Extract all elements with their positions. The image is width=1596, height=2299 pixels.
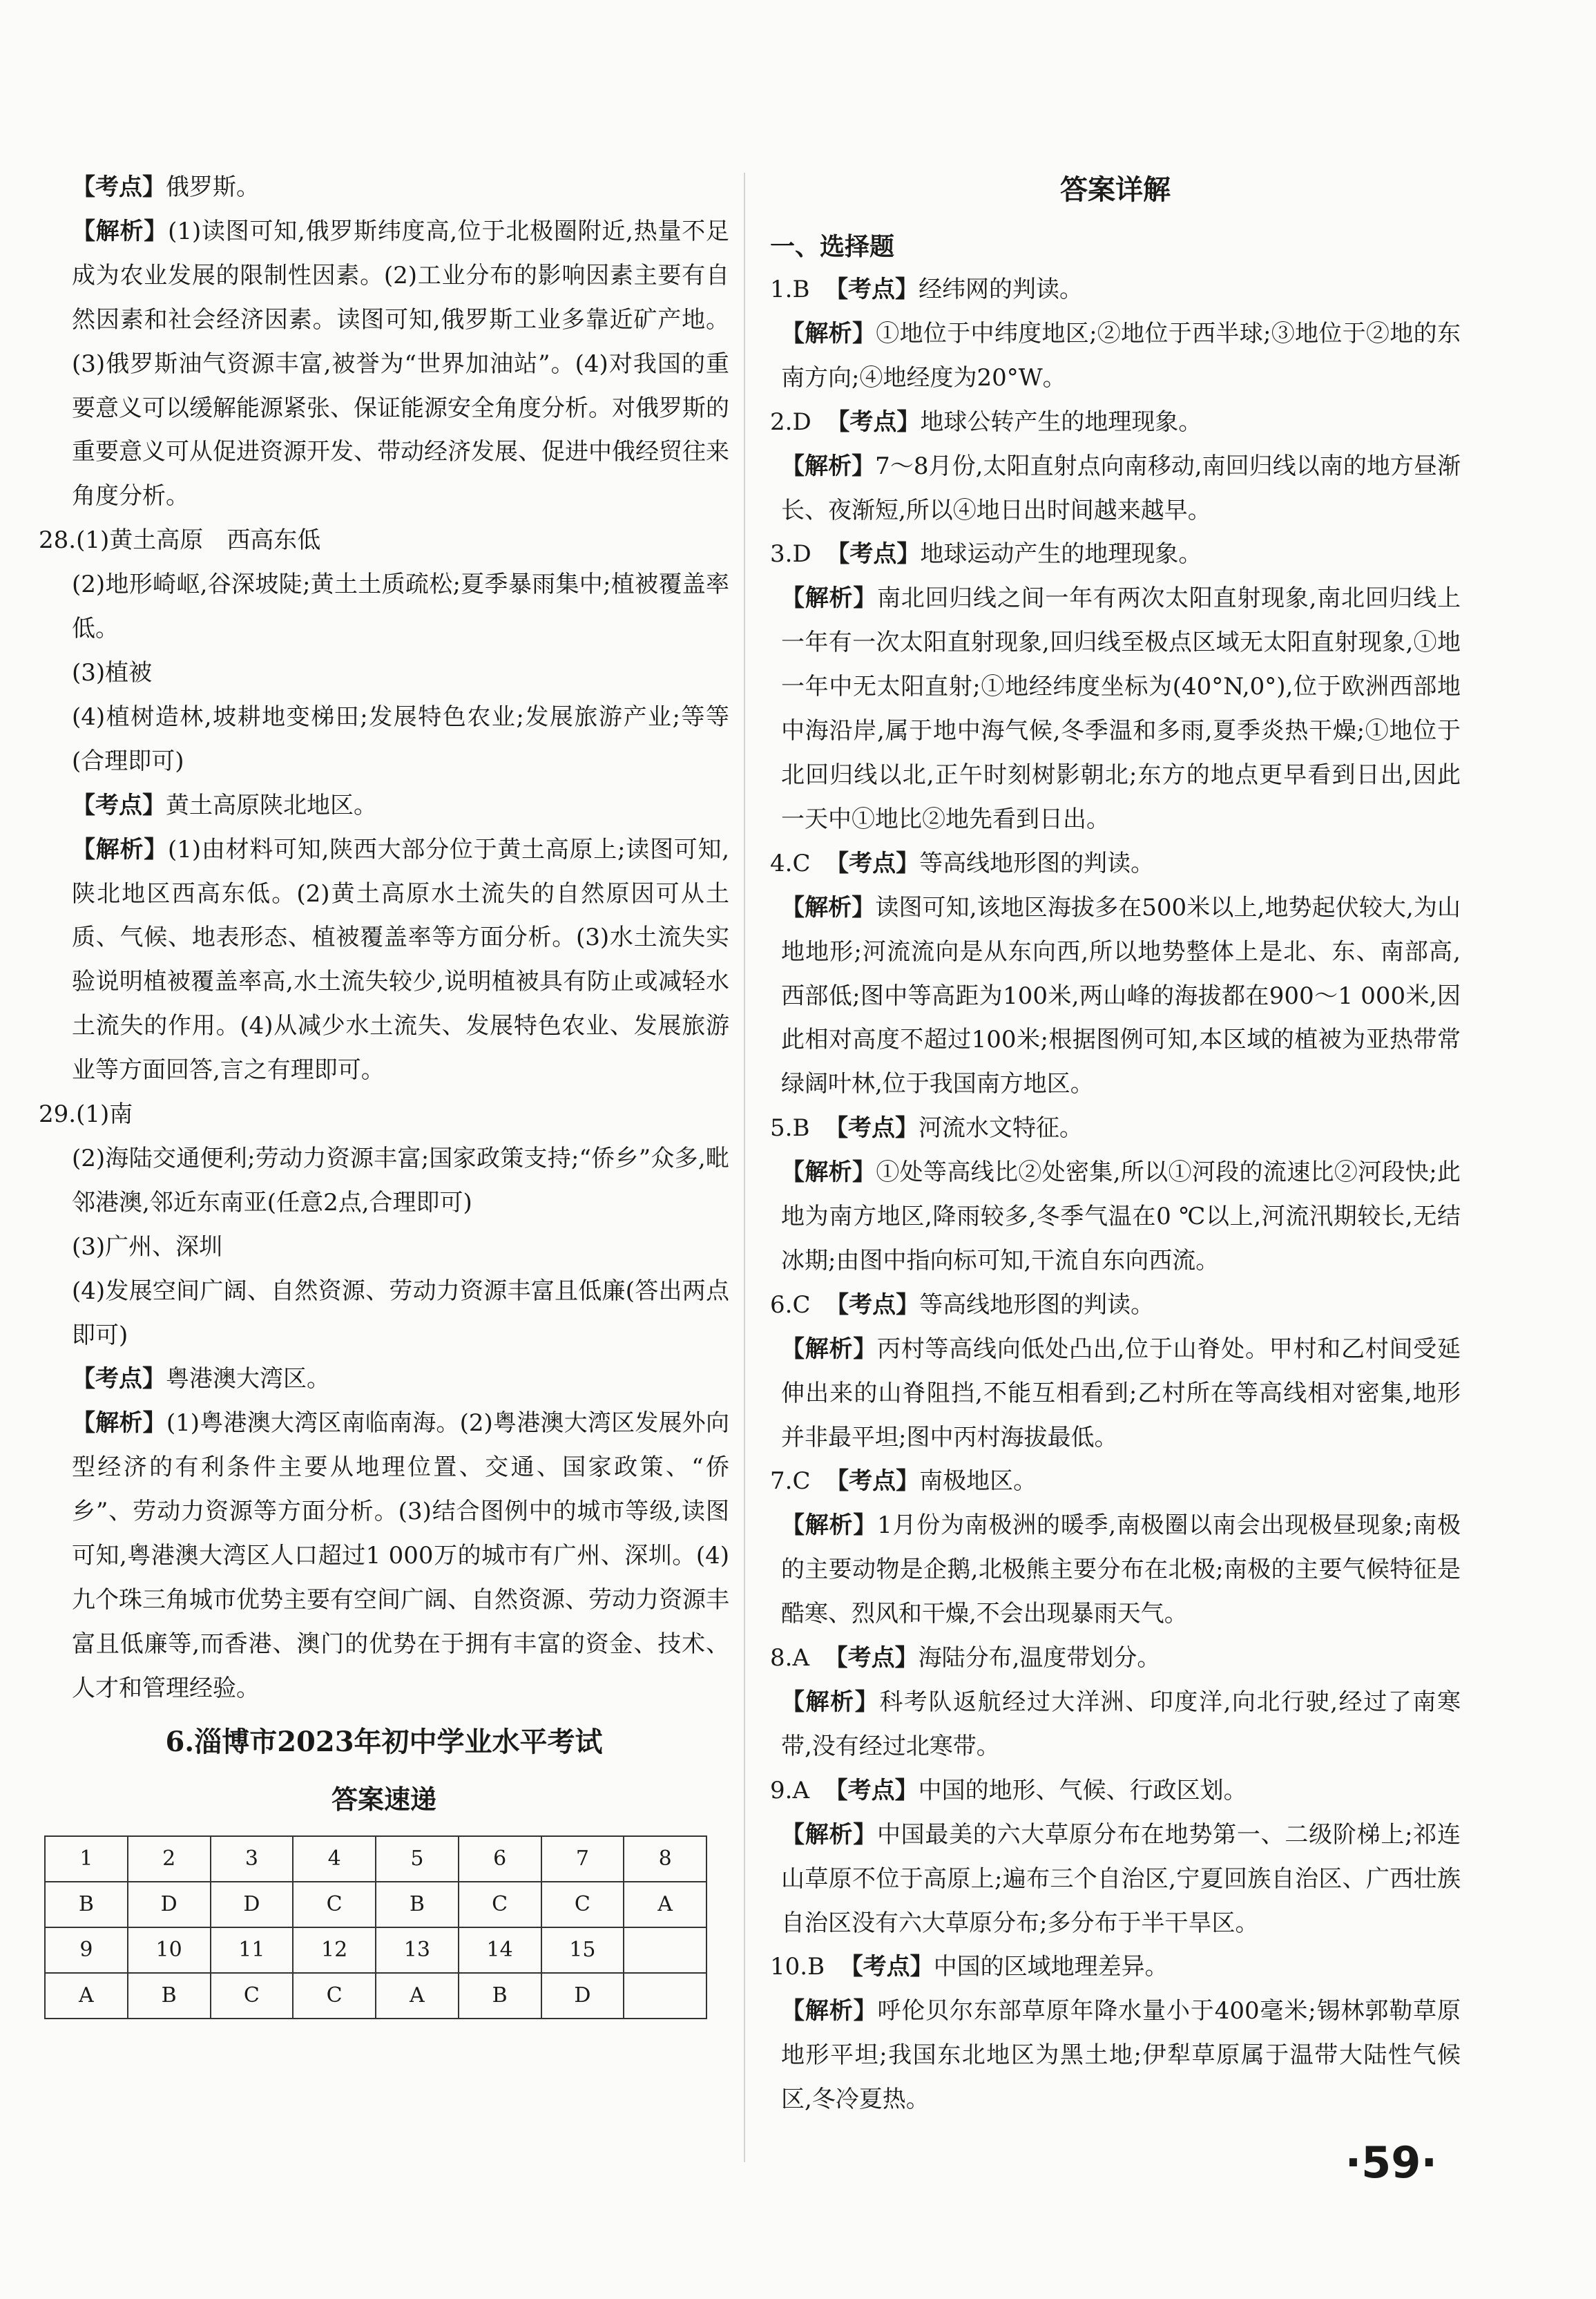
answer-number: 8.A: [770, 1644, 809, 1672]
q29-jiexi: 【解析】(1)粤港澳大湾区南临南海。(2)粤港澳大湾区发展外向型经济的有利条件主要从地理位置、交通、国家政策、“侨乡”、劳动力资源等方面分析。(3)结合图例中的城市等级,读图可知,粤港澳大湾区人口超过1 000万的城市有广州、深圳。(4)九个珠三角城市优势主要有空间广阔、自然资源、劳动力资源丰富且低廉等,而香港、澳门的优势在于拥有丰富的资金、技术、人才和管理经验。: [72, 1409, 729, 1702]
q28-jiexi: 【解析】(1)由材料可知,陕西大部分位于黄土高原上;读图可知,陕北地区西高东低。(2)黄土高原水土流失的自然原因可从土质、气候、地表形态、植被覆盖率等方面分析。(3)水土流失实验说明植被覆盖率高,水土流失较少,说明植被具有防止或减轻水土流失的作用。(4)从减少水土流失、发展特色农业、发展旅游业等方面回答,言之有理即可。: [72, 835, 729, 1085]
table-cell: 10: [128, 1927, 211, 1973]
answer-number: 7.C: [770, 1467, 811, 1496]
table-cell: 15: [541, 1927, 624, 1973]
table-row: [45, 1927, 706, 1973]
kaodian-label: 【考点】: [825, 849, 920, 877]
answer-item-jiexi: [770, 312, 1461, 401]
right-column: [770, 166, 1461, 2122]
answer-item-jiexi: [770, 1504, 1461, 1637]
jiexi-label: 【解析】: [781, 893, 876, 922]
table-cell: A: [376, 1973, 459, 2019]
kaodian-label: 【考点】: [825, 1290, 920, 1319]
table-cell: 2: [128, 1836, 211, 1882]
answer-item-jiexi: [770, 1813, 1461, 1946]
jiexi-label: 【解析】: [781, 1511, 878, 1540]
q27-kaodian: 【考点】俄罗斯。: [72, 173, 260, 201]
table-cell: C: [293, 1973, 376, 2019]
q29-answer-2: (2)海陆交通便利;劳动力资源丰富;国家政策支持;“侨乡”众多,毗邻港澳,邻近东南亚(任意2点,合理即可): [72, 1144, 729, 1217]
jiexi-text: 1月份为南极洲的暖季,南极圈以南会出现极昼现象;南极的主要动物是企鹅,北极熊主要分布在北极;南极的主要气候特征是酷寒、烈风和干燥,不会出现暴雨天气。: [781, 1511, 1461, 1628]
kaodian-label: 【考点】: [825, 276, 919, 303]
jiexi-text: ①地位于中纬度地区;②地位于西半球;③地位于②地的东南方向;④地经度为20°W。: [781, 319, 1461, 392]
table-cell: 11: [211, 1927, 294, 1973]
answer-item-jiexi: [770, 577, 1461, 841]
table-cell: 4: [293, 1836, 376, 1882]
table-cell: [624, 1973, 706, 2019]
kaodian-label: 【考点】: [825, 1114, 919, 1143]
jiexi-label: 【解析】: [781, 452, 876, 480]
table-cell: C: [541, 1882, 624, 1927]
jiexi-label: 【解析】: [781, 584, 878, 613]
table-cell: 14: [459, 1927, 541, 1973]
kaodian-label: 【考点】: [826, 408, 921, 436]
q28-answer-3: (3)植被: [72, 658, 153, 687]
answer-item-head: [770, 533, 1461, 577]
table-cell: D: [128, 1882, 211, 1927]
answer-item-jiexi: [770, 1328, 1461, 1460]
page-number: ·59·: [1345, 2137, 1437, 2188]
answer-item-head: [770, 1945, 1461, 1990]
kaodian-text: 南极地区。: [919, 1467, 1037, 1496]
kaodian-text: 经纬网的判读。: [919, 276, 1084, 303]
kaodian-text: 中国的区域地理差异。: [933, 1953, 1169, 1981]
kaodian-text: 地球公转产生的地理现象。: [920, 408, 1202, 436]
answer-item-head: [770, 401, 1461, 445]
table-cell: [624, 1927, 706, 1973]
table-row: [45, 1836, 706, 1882]
kaodian-text: 等高线地形图的判读。: [919, 1290, 1155, 1319]
answer-item-head: [770, 1769, 1461, 1813]
kaodian-label: 【考点】: [824, 1644, 919, 1672]
table-cell: 8: [624, 1836, 706, 1882]
left-column: [39, 166, 729, 2019]
kaodian-label: 【考点】: [826, 540, 921, 569]
table-cell: C: [211, 1973, 294, 2019]
answer-item-jiexi: [770, 1990, 1461, 2122]
table-cell: B: [459, 1973, 541, 2019]
table-cell: 12: [293, 1927, 376, 1973]
q28-kaodian: 【考点】黄土高原陕北地区。: [72, 791, 377, 819]
answer-item-head: [770, 1284, 1461, 1328]
jiexi-text: 科考队返航经过大洋洲、印度洋,向北行驶,经过了南寒带,没有经过北寒带。: [781, 1688, 1461, 1760]
table-cell: 1: [45, 1836, 128, 1882]
kaodian-label: 【考点】: [824, 1776, 919, 1804]
kaodian-text: 河流水文特征。: [919, 1114, 1084, 1143]
jiexi-text: 呼伦贝尔东部草原年降水量小于400毫米;锡林郭勒草原地形平坦;我国东北地区为黑土地;伊犁草原属于温带大陆性气候区,冬冷夏热。: [781, 1997, 1461, 2114]
answer-item-jiexi: [770, 1681, 1461, 1769]
quick-answer-title: 答案速递: [331, 1783, 436, 1815]
table-cell: B: [45, 1882, 128, 1927]
answer-item-head: [770, 268, 1461, 312]
table-cell: A: [624, 1882, 706, 1927]
answer-number: 1.B: [770, 276, 810, 303]
q28-answer-4: (4)植树造林,坡耕地变梯田;发展特色农业;发展旅游产业;等等(合理即可): [72, 703, 729, 775]
table-row: [45, 1882, 706, 1927]
kaodian-text: 中国的地形、气候、行政区划。: [918, 1776, 1247, 1804]
q28-answer-2: (2)地形崎岖,谷深坡陡;黄土土质疏松;夏季暴雨集中;植被覆盖率低。: [72, 571, 729, 643]
jiexi-label: 【解析】: [781, 1997, 878, 2025]
table-cell: C: [293, 1882, 376, 1927]
jiexi-text: 丙村等高线向低处凸出,位于山脊处。甲村和乙村间受延伸出来的山脊阻挡,不能互相看到;乙村所在等高线相对密集,地形并非最平坦;图中丙村海拔最低。: [781, 1335, 1461, 1451]
jiexi-label: 【解析】: [781, 1820, 877, 1849]
kaodian-text: 地球运动产生的地理现象。: [920, 540, 1202, 569]
jiexi-text: ①处等高线比②处密集,所以①河段的流速比②河段快;此地为南方地区,降雨较多,冬季气温在0 ℃以上,河流汛期较长,无结冰期;由图中指向标可知,干流自东向西流。: [781, 1158, 1461, 1275]
answer-item-jiexi: [770, 886, 1461, 1107]
table-cell: C: [459, 1882, 541, 1927]
table-cell: 6: [459, 1836, 541, 1882]
table-cell: D: [211, 1882, 294, 1927]
answer-item-head: [770, 1460, 1461, 1504]
jiexi-text: 中国最美的六大草原分布在地势第一、二级阶梯上;祁连山草原不位于高原上;遍布三个自治区,宁夏回族自治区、广西壮族自治区没有六大草原分布;多分布于半干旱区。: [781, 1820, 1461, 1937]
answer-item-head: [770, 842, 1461, 886]
answer-number: 2.D: [770, 408, 811, 436]
kaodian-label: 【考点】: [839, 1953, 934, 1981]
table-cell: 5: [376, 1836, 459, 1882]
jiexi-label: 【解析】: [781, 1158, 876, 1187]
table-cell: A: [45, 1973, 128, 2019]
jiexi-text: 读图可知,该地区海拔多在500米以上,地势起伏较大,为山地地形;河流流向是从东向西,所以地势整体上是北、东、南部高,西部低;图中等高距为100米,两山峰的海拔都在900～1 000米,因此相对高度不超过100米;根据图例可知,本区域的植被为亚热带常绿阔叶林,位于我国南方地区。: [781, 893, 1461, 1098]
jiexi-text: 7～8月份,太阳直射点向南移动,南回归线以南的地方昼渐长、夜渐短,所以④地日出时间越来越早。: [781, 452, 1461, 524]
q29-answer-1: 29.(1)南: [39, 1100, 133, 1129]
exam-title: 6.淄博市2023年初中学业水平考试: [165, 1725, 603, 1758]
q29-answer-4: (4)发展空间广阔、自然资源、劳动力资源丰富且低廉(答出两点即可): [72, 1277, 729, 1349]
answer-number: 10.B: [770, 1953, 825, 1981]
q28-answer-1: 28.(1)黄土高原 西高东低: [39, 526, 321, 555]
q29-kaodian: 【考点】粤港澳大湾区。: [72, 1365, 330, 1393]
kaodian-label: 【考点】: [825, 1467, 920, 1496]
table-cell: 3: [211, 1836, 294, 1882]
jiexi-text: 南北回归线之间一年有两次太阳直射现象,南北回归线上一年有一次太阳直射现象,回归线至极点区域无太阳直射现象,①地一年中无太阳直射;①地经纬度坐标为(40°N,0°),位于欧洲西部地中海沿岸,属于地中海气候,冬季温和多雨,夏季炎热干燥;①地位于北回归线以北,正午时刻树影朝北;东方的地点更早看到日出,因此一天中①地比②地先看到日出。: [781, 584, 1461, 833]
column-divider: [744, 173, 745, 2162]
answer-item-jiexi: [770, 1151, 1461, 1284]
table-row: [45, 1973, 706, 2019]
table-cell: B: [128, 1973, 211, 2019]
table-cell: D: [541, 1973, 624, 2019]
answer-detail-title: 答案详解: [1060, 173, 1171, 206]
section-heading: 一、选择题: [770, 233, 895, 261]
answer-item-head: [770, 1107, 1461, 1151]
table-cell: 9: [45, 1927, 128, 1973]
answer-table: [44, 1835, 707, 2019]
jiexi-label: 【解析】: [781, 1688, 880, 1716]
q29-answer-3: (3)广州、深圳: [72, 1232, 223, 1261]
answer-item-list: [770, 268, 1461, 2122]
kaodian-text: 等高线地形图的判读。: [919, 849, 1155, 877]
jiexi-label: 【解析】: [781, 1335, 878, 1363]
table-cell: 7: [541, 1836, 624, 1882]
q27-jiexi: 【解析】(1)读图可知,俄罗斯纬度高,位于北极圈附近,热量不足成为农业发展的限制性因素。(2)工业分布的影响因素主要有自然因素和社会经济因素。读图可知,俄罗斯工业多靠近矿产地。(3)俄罗斯油气资源丰富,被誉为“世界加油站”。(4)对我国的重要意义可以缓解能源紧张、保证能源安全角度分析。对俄罗斯的重要意义可从促进资源开发、带动经济发展、促进中俄经贸往来角度分析。: [72, 217, 729, 511]
answer-item-head: [770, 1637, 1461, 1681]
kaodian-text: 海陆分布,温度带划分。: [918, 1644, 1161, 1672]
table-cell: 13: [376, 1927, 459, 1973]
answer-item-jiexi: [770, 445, 1461, 533]
answer-number: 3.D: [770, 540, 811, 569]
jiexi-label: 【解析】: [781, 319, 876, 347]
answer-number: 5.B: [770, 1114, 810, 1143]
answer-number: 6.C: [770, 1290, 811, 1319]
answer-number: 4.C: [770, 849, 811, 877]
answer-number: 9.A: [770, 1776, 809, 1804]
table-cell: B: [376, 1882, 459, 1927]
